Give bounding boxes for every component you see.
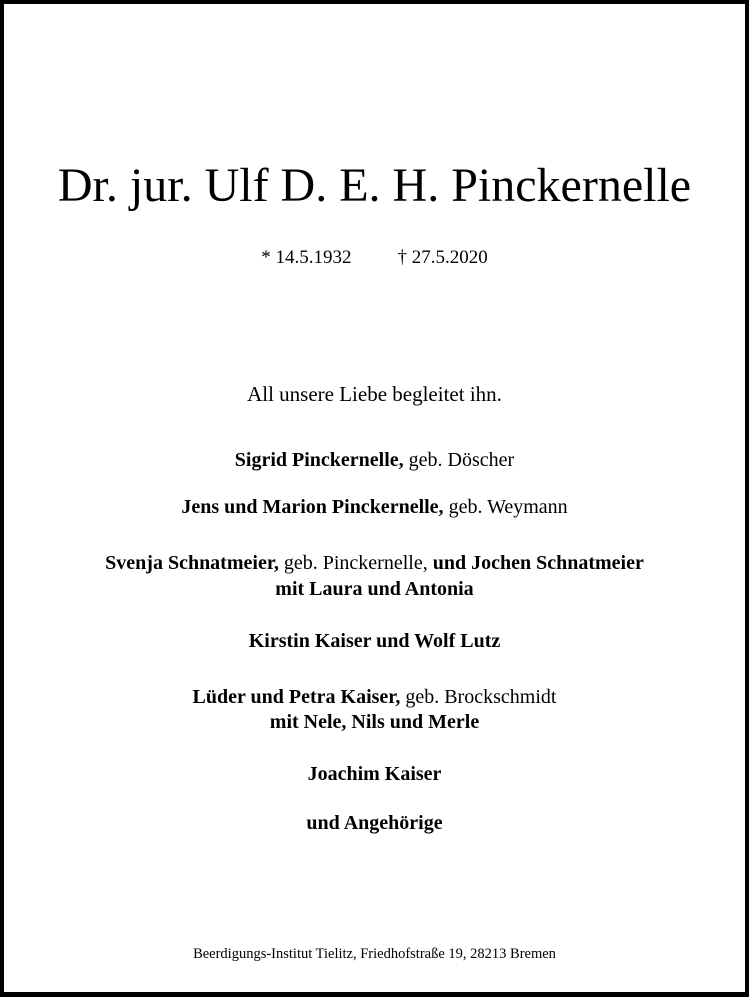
mourner-name: Svenja Schnatmeier, xyxy=(105,552,279,574)
mourner-maiden-name: geb. Pinckernelle, xyxy=(278,552,433,574)
mourner-line: und Angehörige xyxy=(306,812,443,834)
mourner-maiden-name: geb. Weymann xyxy=(443,496,568,518)
mourner-name: Jens und Marion Pinckernelle, xyxy=(181,496,444,518)
mourner-line xyxy=(0,450,749,470)
mourner-name: und Jochen Schnatmeier xyxy=(432,552,644,574)
mourner-line: mit Nele, Nils und Merle xyxy=(269,711,480,733)
mourner-maiden-name: geb. Döscher xyxy=(403,449,515,471)
mourner-line: mit Laura und Antonia xyxy=(275,578,474,600)
birth-date: * 14.5.1932 xyxy=(261,247,352,268)
mourner-line: Kirstin Kaiser und Wolf Lutz xyxy=(248,630,501,652)
mourner-maiden-name: geb. Brockschmidt xyxy=(400,686,557,708)
mourner-line xyxy=(0,687,749,707)
mourner-line xyxy=(0,553,749,573)
motto: All unsere Liebe begleitet ihn. xyxy=(247,382,502,406)
death-date: † 27.5.2020 xyxy=(397,247,488,268)
life-dates xyxy=(0,248,749,267)
mourner-line: Joachim Kaiser xyxy=(307,763,442,785)
mourner-name: Sigrid Pinckernelle, xyxy=(234,449,404,471)
funeral-home-footer: Beerdigungs-Institut Tielitz, Friedhofstraße 19, 28213 Bremen xyxy=(193,946,556,962)
deceased-name: Dr. jur. Ulf D. E. H. Pinckernelle xyxy=(57,159,692,212)
mourner-name: Lüder und Petra Kaiser, xyxy=(192,686,401,708)
mourner-line xyxy=(0,497,749,517)
